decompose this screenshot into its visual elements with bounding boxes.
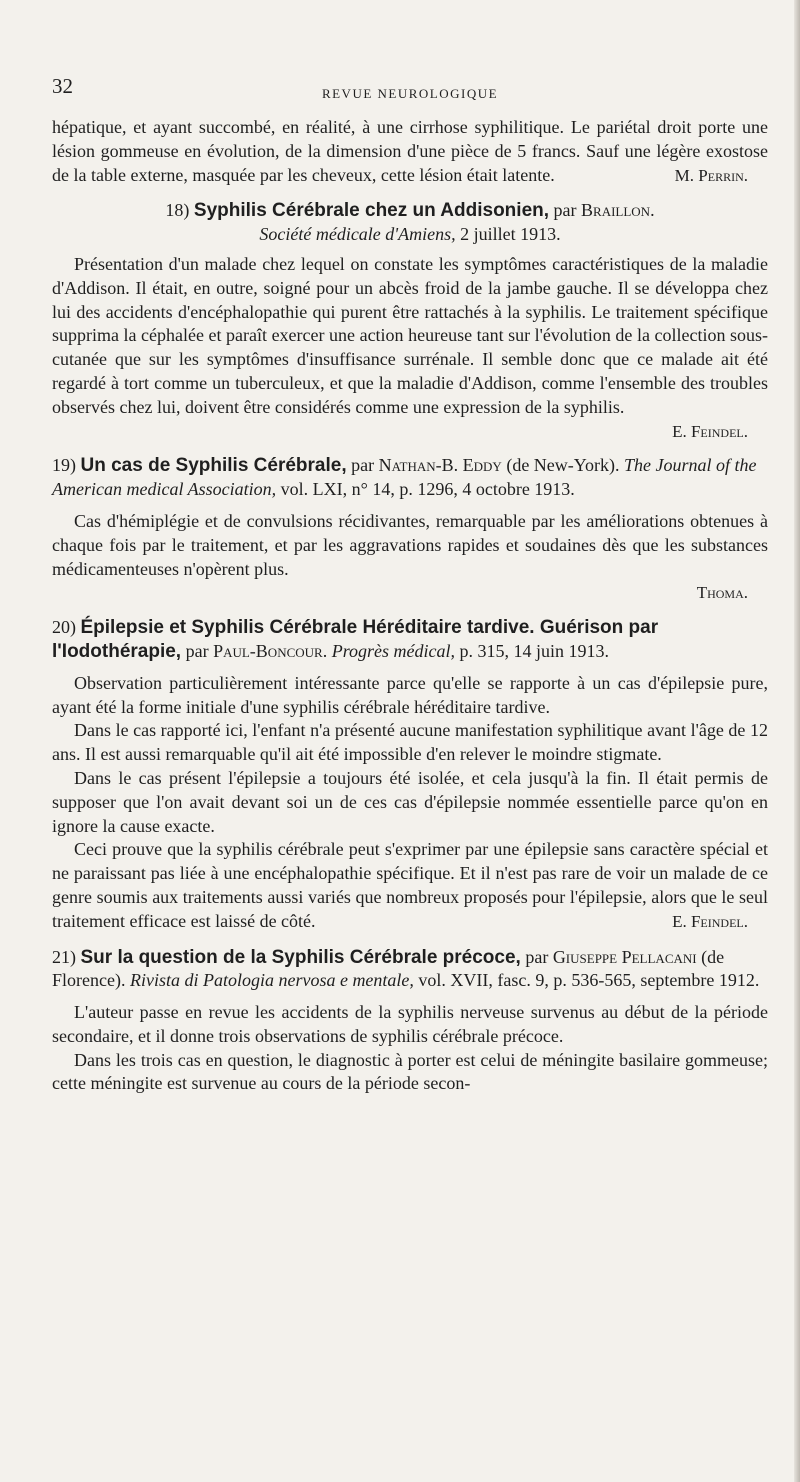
article-details: p. 315, 14 juin 1913.	[459, 640, 610, 661]
article-title: Épilepsie et Syphilis Cérébrale Héréditaire tardive. Guérison par l'Iodothérapie,	[52, 617, 659, 662]
page-header	[52, 74, 768, 104]
article-21-heading	[52, 946, 768, 994]
article-source: The Journal of the American medical Association,	[52, 455, 757, 500]
article-title: Sur la question de la Syphilis Cérébrale précoce,	[80, 946, 521, 968]
article-number: 20)	[52, 617, 76, 638]
article-number: 21)	[52, 946, 76, 967]
running-head: REVUE NEUROLOGIQUE	[321, 86, 499, 101]
article-20	[52, 616, 768, 933]
article-title: Un cas de Syphilis Cérébrale,	[80, 455, 347, 477]
article-paragraph: Dans le cas présent l'épilepsie a toujours été isolée, et cela jusqu'à la fin. Il était permis de supposer que l'on avait devant soi un de ces cas d'épilepsie nommée essentielle parce qu'on en ignore la cause exacte.	[52, 767, 768, 836]
article-21	[52, 946, 768, 1097]
article-number: 19)	[52, 455, 76, 476]
article-details: 2 juillet 1913.	[460, 224, 561, 245]
page-edge	[794, 0, 800, 1482]
article-paragraph: Dans le cas rapporté ici, l'enfant n'a présenté aucune manifestation syphilitique avant l'âge de 12 ans. Il est aussi remarquable qu'il ait été impossible d'en relever le moindre stigmate.	[52, 720, 768, 765]
article-signature: E. Feindel.	[672, 911, 748, 931]
intro-continuation	[52, 116, 768, 187]
article-author: Braillon.	[581, 200, 655, 221]
article-paragraph: Ceci prouve que la syphilis cérébrale peut s'exprimer par une épilepsie sans caractère spécial et ne paraissant pas liée à une encéphalopathie spécifique. Et il n'est pas rare de voir un malade de ce genre soumis aux traitements aussi variés que nombreux proposés pour l'épilepsie, alors que le seul traitement efficace est laissé de côté. E. Feindel.	[52, 838, 768, 933]
article-source: Rivista di Patologia nervosa e mentale,	[129, 970, 414, 991]
article-paragraph: Présentation d'un malade chez lequel on constate les symptômes caractéristiques de la maladie d'Addison. Il était, en outre, soigné pour un abcès froid de la jambe gauche. Il se développa chez lui des accidents d'encéphalopathie qui purent être rattachés à la syphilis. Le traitement spécifique supprima la céphalée et paraît exercer une action heureuse tant sur l'évolution de la collection sous-cutanée que sur les symptômes d'insuffisance surrénale. Il semble donc que ce malade ait été regardé à tort comme un tuberculeux, et que la maladie d'Addison, comme l'ensemble des troubles observés chez lui, doivent être considérés comme une expression de la syphilis.	[52, 253, 768, 417]
article-author: Nathan-B. Eddy	[378, 455, 502, 476]
article-number: 18)	[165, 200, 190, 221]
article-author: Paul-Boncour.	[213, 640, 328, 661]
article-paragraph: L'auteur passe en revue les accidents de la syphilis nerveuse survenus au début de la période secondaire, et il donne trois observations de syphilis cérébrale précoce.	[52, 1002, 768, 1046]
article-details: vol. LXI, n° 14, p. 1296, 4 octobre 1913.	[280, 479, 575, 500]
article-location: (de Florence).	[52, 946, 725, 991]
article-by: par	[525, 946, 549, 967]
article-by: par	[351, 455, 375, 476]
article-18	[52, 199, 768, 443]
article-location: (de New-York).	[506, 455, 620, 476]
article-by: par	[553, 200, 577, 221]
page-body	[52, 116, 768, 1105]
article-19-heading	[52, 454, 768, 502]
article-title: Syphilis Cérébrale chez un Addisonien,	[193, 200, 550, 222]
intro-paragraph: hépatique, et ayant succombé, en réalité, à une cirrhose syphilitique. Le pariétal droit porte une lésion gommeuse en évolution, de la dimension d'une pièce de 5 francs. Sauf une légère exostose de la table externe, masquée par les cheveux, cette lésion était latente. M. Perrin.	[52, 116, 768, 187]
article-author: Giuseppe Pellacani	[552, 946, 697, 967]
article-signature: E. Feindel.	[672, 421, 748, 441]
page-number: 32	[52, 74, 73, 98]
article-18-heading	[52, 199, 768, 247]
article-by: par	[185, 640, 209, 661]
article-20-heading	[52, 616, 768, 664]
article-19	[52, 454, 768, 605]
article-paragraph: Cas d'hémiplégie et de convulsions récidivantes, remarquable par les améliorations obtenues à chaque fois par le traitement, et par les aggravations rapides et soudaines dès que les substances médicamenteuses n'opèrent plus.	[52, 510, 768, 579]
article-paragraph: Dans les trois cas en question, le diagnostic à porter est celui de méningite basilaire gommeuse; cette méningite est survenue au cours de la période secon-	[52, 1049, 768, 1094]
article-paragraph: Observation particulièrement intéressante parce qu'elle se rapporte à un cas d'épilepsie pure, ayant été la forme initiale d'une syphilis cérébrale héréditaire tardive.	[52, 672, 768, 717]
intro-signature: M. Perrin.	[674, 165, 748, 185]
article-source: Progrès médical,	[331, 640, 456, 661]
article-source: Société médicale d'Amiens,	[259, 224, 456, 245]
article-details: vol. XVII, fasc. 9, p. 536-565, septembre 1912.	[418, 970, 760, 991]
article-signature: Thoma.	[696, 583, 748, 603]
